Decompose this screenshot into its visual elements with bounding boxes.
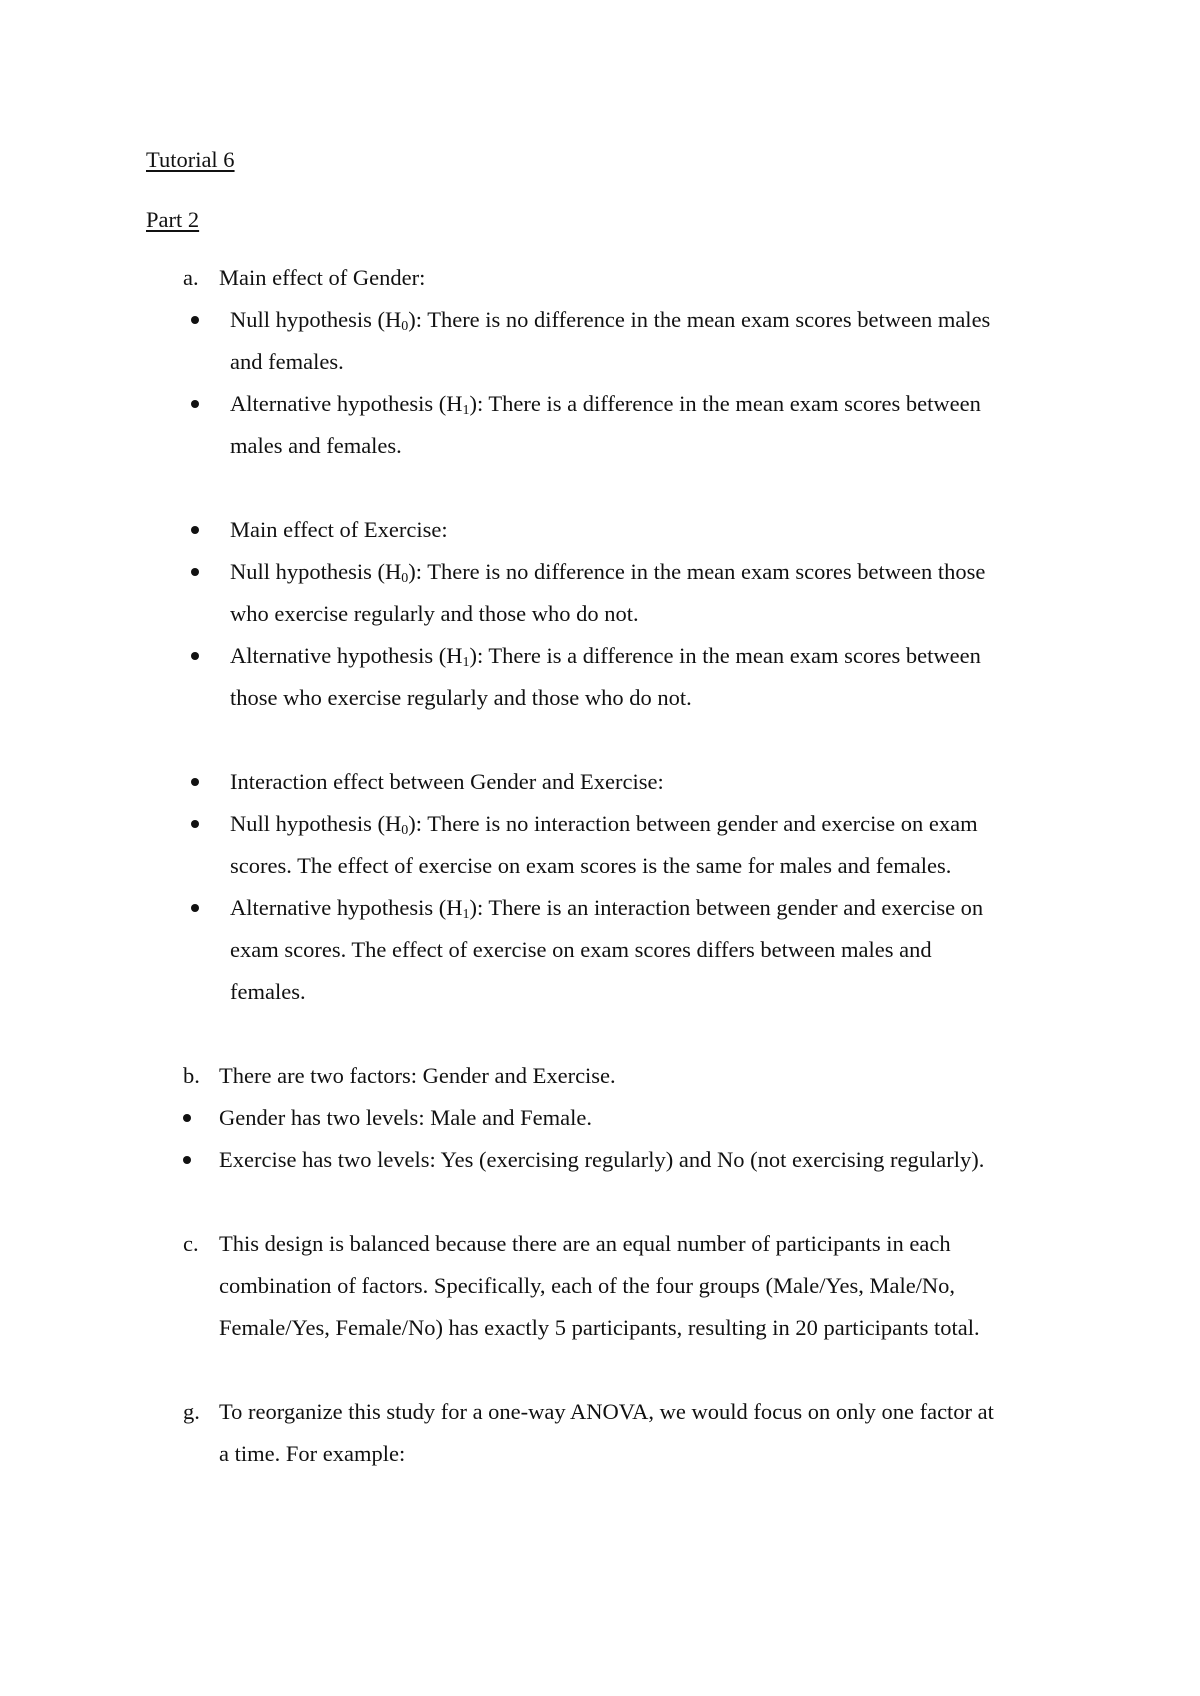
section-c-line3: Female/Yes, Female/No) has exactly 5 participants, resulting in 20 participants total. (219, 1315, 980, 1340)
exercise-alt-hypothesis-cont: those who exercise regularly and those who do not. (230, 685, 692, 710)
section-b-text: There are two factors: Gender and Exercise. (219, 1063, 616, 1088)
interaction-alt-hypothesis: Alternative hypothesis $(H_1)$: There is an interaction between gender and exercise on (230, 895, 984, 922)
bullet-icon (183, 1156, 191, 1164)
section-b-bullet-gender: Gender has two levels: Male and Female. (219, 1105, 593, 1130)
bullet-icon (183, 1114, 191, 1122)
section-c-line2: combination of factors. Specifically, each of the four groups (Male/Yes, Male/No, (219, 1273, 956, 1298)
section-c-marker: c. (183, 1231, 199, 1256)
section-g-line1: To reorganize this study for a one-way ANOVA, we would focus on only one factor at (219, 1399, 994, 1424)
gender-alt-hypothesis-cont: males and females. (230, 433, 402, 458)
document-title: Tutorial 6 (146, 147, 235, 172)
bullet-icon (191, 568, 199, 576)
bullet-icon (191, 904, 199, 912)
section-c-line1: This design is balanced because there are an equal number of participants in each (219, 1231, 951, 1256)
bullet-icon (191, 778, 199, 786)
bullet-icon (191, 526, 199, 534)
bullet-icon (191, 400, 199, 408)
section-g-line2: a time. For example: (219, 1441, 406, 1466)
interaction-alt-hypothesis-cont2: females. (230, 979, 306, 1004)
section-g-marker: g. (183, 1399, 200, 1424)
interaction-null-hypothesis: Null hypothesis $(H_0)$: There is no interaction between gender and exercise on exam (230, 811, 978, 838)
bullet-icon (191, 820, 199, 828)
bullet-icon (191, 652, 199, 660)
gender-alt-hypothesis: Alternative hypothesis $(H_1)$: There is a difference in the mean exam scores between (230, 391, 981, 418)
bullet-icon (191, 316, 199, 324)
gender-null-hypothesis: Null hypothesis $(H_0)$: There is no difference in the mean exam scores between males (230, 307, 991, 334)
interaction-alt-hypothesis-cont: exam scores. The effect of exercise on exam scores differs between males and (230, 937, 932, 962)
exercise-null-hypothesis-cont: who exercise regularly and those who do not. (230, 601, 639, 626)
part-heading: Part 2 (146, 207, 200, 232)
section-b-marker: b. (183, 1063, 200, 1088)
exercise-intro: Main effect of Exercise: (230, 517, 448, 542)
section-a-intro: Main effect of Gender: (219, 265, 426, 290)
section-a-marker: a. (183, 265, 199, 290)
section-b-bullet-exercise: Exercise has two levels: Yes (exercising regularly) and No (not exercising regularly). (219, 1147, 985, 1172)
exercise-alt-hypothesis: Alternative hypothesis $(H_1)$: There is a difference in the mean exam scores between (230, 643, 981, 670)
gender-null-hypothesis-cont: and females. (230, 349, 344, 374)
exercise-null-hypothesis: Null hypothesis $(H_0)$: There is no difference in the mean exam scores between those (230, 559, 986, 586)
interaction-intro: Interaction effect between Gender and Exercise: (230, 769, 664, 794)
interaction-null-hypothesis-cont: scores. The effect of exercise on exam scores is the same for males and females. (230, 853, 952, 878)
